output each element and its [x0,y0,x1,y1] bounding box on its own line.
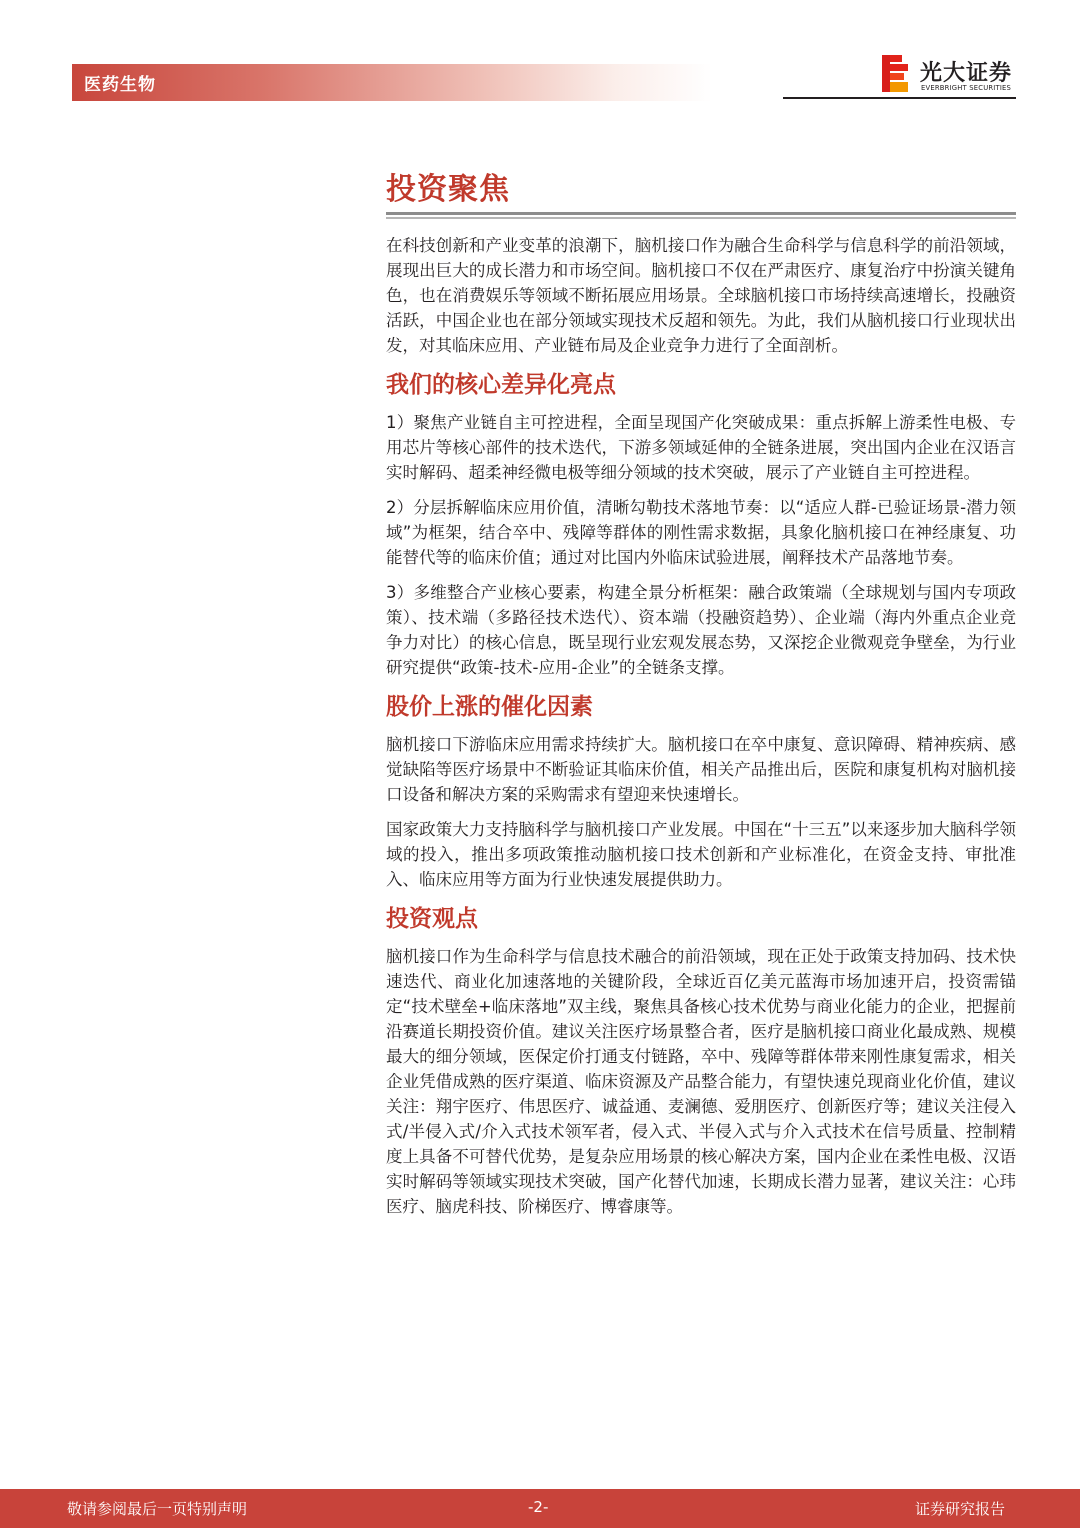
section-heading: 股价上涨的催化因素 [386,694,593,720]
logo-chinese-name: 光大证券 [920,61,1013,86]
page-number: -2- [528,1498,549,1516]
page-title: 投资聚焦 [386,172,510,207]
company-logo [880,54,1020,98]
header-rule [783,97,1016,99]
section-label: 医药生物 [84,75,156,95]
section-paragraph: 1）聚焦产业链自主可控进程，全面呈现国产化突破成果：重点拆解上游柔性电极、专用芯片等核心部件的技术迭代，下游多领域延伸的全链条进展，突出国内企业在汉语言实时解码、超柔神经微电极等细分领域的技术突破，展示了产业链自主可控进程。 [386,413,1016,482]
report-body [386,233,1016,1229]
page-footer [0,1489,1080,1528]
section-paragraph: 3）多维整合产业核心要素，构建全景分析框架：融合政策端（全球规划与国内专项政策）、技术端（多路径技术迭代）、资本端（投融资趋势）、企业端（海内外重点企业竞争力对比）的核心信息，既呈现行业宏观发展态势，又深挖企业微观竞争壁垒，为行业研究提供“政策-技术-应用-企业”的全链条支撑。 [386,583,1016,677]
section-paragraph: 脑机接口作为生命科学与信息技术融合的前沿领域，现在正处于政策支持加码、技术快速迭代、商业化加速落地的关键阶段，全球近百亿美元蓝海市场加速开启，投资需锚定“技术壁垒+临床落地”双主线，聚焦具备核心技术优势与商业化能力的企业，把握前沿赛道长期投资价值。建议关注医疗场景整合者，医疗是脑机接口商业化最成熟、规模最大的细分领域，医保定价打通支付链路，卒中、残障等群体带来刚性康复需求，相关企业凭借成熟的医疗渠道、临床资源及产品整合能力，有望快速兑现商业化价值，建议关注：翔宇医疗、伟思医疗、诚益通、麦澜德、爱朋医疗、创新医疗等；建议关注侵入式/半侵入式/介入式技术领军者，侵入式、半侵入式与介入式技术在信号质量、控制精度上具备不可替代优势，是复杂应用场景的核心解决方案，国内企业在柔性电极、汉语实时解码等领域实现技术突破，国产化替代加速，长期成长潜力显著，建议关注：心玮医疗、脑虎科技、阶梯医疗、博睿康等。 [386,947,1016,1216]
section-paragraph: 2）分层拆解临床应用价值，清晰勾勒技术落地节奏：以“适应人群-已验证场景-潜力领域”为框架，结合卒中、残障等群体的刚性需求数据，具象化脑机接口在神经康复、功能替代等的临床价值；通过对比国内外临床试验进展，阐释技术产品落地节奏。 [386,498,1016,567]
header-band [72,64,712,101]
title-divider-secondary [386,217,1016,219]
section-heading: 投资观点 [386,906,478,932]
section-highlights [386,368,1016,680]
footer-report-type: 证券研究报告 [914,1500,1005,1518]
footer-disclaimer-note: 敬请参阅最后一页特别声明 [67,1500,248,1518]
logo-english-name: EVERBRIGHT SECURITIES [921,84,1012,92]
section-catalysts [386,690,1016,892]
section-paragraph: 国家政策大力支持脑科学与脑机接口产业发展。中国在“十三五”以来逐步加大脑科学领域的投入，推出多项政策推动脑机接口技术创新和产业标准化，在资金支持、审批准入、临床应用等方面为行业快速发展提供助力。 [386,820,1016,889]
everbright-logo-icon [880,54,910,94]
section-paragraph: 脑机接口下游临床应用需求持续扩大。脑机接口在卒中康复、意识障碍、精神疾病、感觉缺陷等医疗场景中不断验证其临床价值，相关产品推出后，医院和康复机构对脑机接口设备和解决方案的采购需求有望迎来快速增长。 [386,735,1016,804]
title-divider [386,212,1016,215]
section-heading: 我们的核心差异化亮点 [386,372,616,398]
intro-paragraph: 在科技创新和产业变革的浪潮下，脑机接口作为融合生命科学与信息科学的前沿领域，展现出巨大的成长潜力和市场空间。脑机接口不仅在严肃医疗、康复治疗中扮演关键角色，也在消费娱乐等领域不断拓展应用场景。全球脑机接口市场持续高速增长，投融资活跃，中国企业也在部分领域实现技术反超和领先。为此，我们从脑机接口行业现状出发，对其临床应用、产业链布局及企业竞争力进行了全面剖析。 [386,236,1016,355]
section-investment-view [386,902,1016,1219]
